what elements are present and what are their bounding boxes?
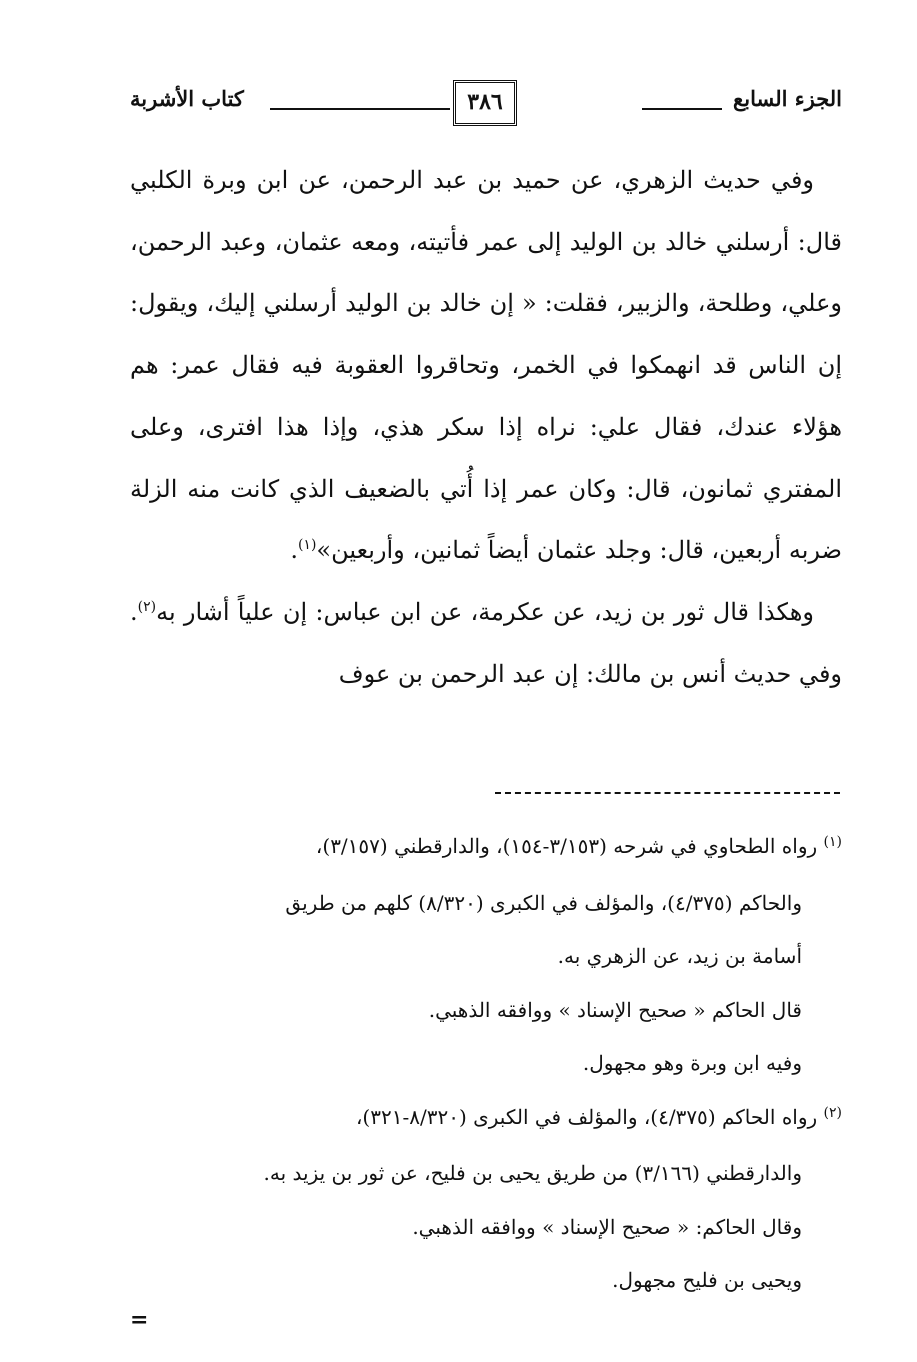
footnote-1-line-1 — [130, 820, 842, 877]
footnote-1-number: (١) — [823, 834, 842, 850]
footnote-separator — [495, 792, 840, 794]
footnote-2-line-3: وقال الحاكم: « صحيح الإسناد » ووافقه الذهبي. — [412, 1214, 802, 1239]
footnote-2-text-1: رواه الحاكم (٤/٣٧٥)، والمؤلف في الكبرى (٨/٣٢٠-٣٢١)، — [355, 1104, 818, 1129]
page-number: ٣٨٦ — [453, 80, 517, 126]
footnote-ref-2: (٢) — [137, 598, 157, 615]
main-text — [130, 150, 842, 705]
footnote-2-line-2: والدارقطني (٣/١٦٦) من طريق يحيى بن فليح، عن ثور بن يزيد به. — [263, 1161, 802, 1185]
footnote-1-line-5: وفيه ابن وبرة وهو مجهول. — [582, 1051, 802, 1075]
footnote-ref-1: (١) — [297, 537, 317, 554]
footnote-1-line-2: والحاكم (٤/٣٧٥)، والمؤلف في الكبرى (٨/٣٢٠) كلهم من طريق — [285, 890, 802, 915]
footnote-2-line-1 — [130, 1091, 842, 1148]
footnote-1-line-4: قال الحاكم « صحيح الإسناد » ووافقه الذهبي. — [428, 997, 802, 1022]
paragraph-2 — [130, 582, 842, 705]
header-rule-right — [642, 108, 722, 110]
footnote-2-number: (٢) — [823, 1104, 842, 1121]
paragraph-1-text: وفي حديث الزهري، عن حميد بن عبد الرحمن، عن ابن وبرة الكلبي قال: أرسلني خالد بن الوليد إلى عمر فأتيته، ومعه عثمان، وعبد الرحمن، وعلي، وطلحة، والزبير، فقلت: « إن خالد بن الوليد أرسلني إليك، ويقول: إن الناس قد انهمكوا في الخمر، وتحاقروا العقوبة فيه فقال عمر: هم هؤلاء عندك، فقال علي: نراه إذا سكر هذي، وإذا هذا افترى، وعلى المفتري ثمانون، قال: وكان عمر إذا أُتي بالضعيف الذي كانت منه الزلة ضربه أربعين، قال: وجلد عثمان أيضاً ثمانين، وأربعين» — [130, 166, 842, 565]
chapter-label: كتاب الأشربة — [130, 86, 244, 111]
paragraph-1-end: . — [290, 536, 298, 565]
continuation-mark: = — [130, 1307, 149, 1333]
paragraph-1 — [130, 150, 842, 582]
paragraph-2-text: وهكذا قال ثور بن زيد، عن عكرمة، عن ابن عباس: إن علياً أشار به — [156, 597, 814, 626]
footnote-1-text-1: رواه الطحاوي في شرحه (٣/١٥٣-١٥٤)، والدارقطني (٣/١٥٧)، — [315, 834, 818, 858]
paragraph-2-end: . وفي حديث أنس بن مالك: إن عبد الرحمن بن عوف — [130, 597, 842, 688]
page-header — [130, 78, 842, 126]
volume-label: الجزء السابع — [733, 86, 842, 111]
header-rule-left — [270, 108, 450, 110]
footnote-1-line-3: أسامة بن زيد، عن الزهري به. — [557, 944, 802, 968]
footnotes — [130, 820, 842, 1308]
footnote-2-line-4: ويحيى بن فليح مجهول. — [612, 1268, 802, 1292]
